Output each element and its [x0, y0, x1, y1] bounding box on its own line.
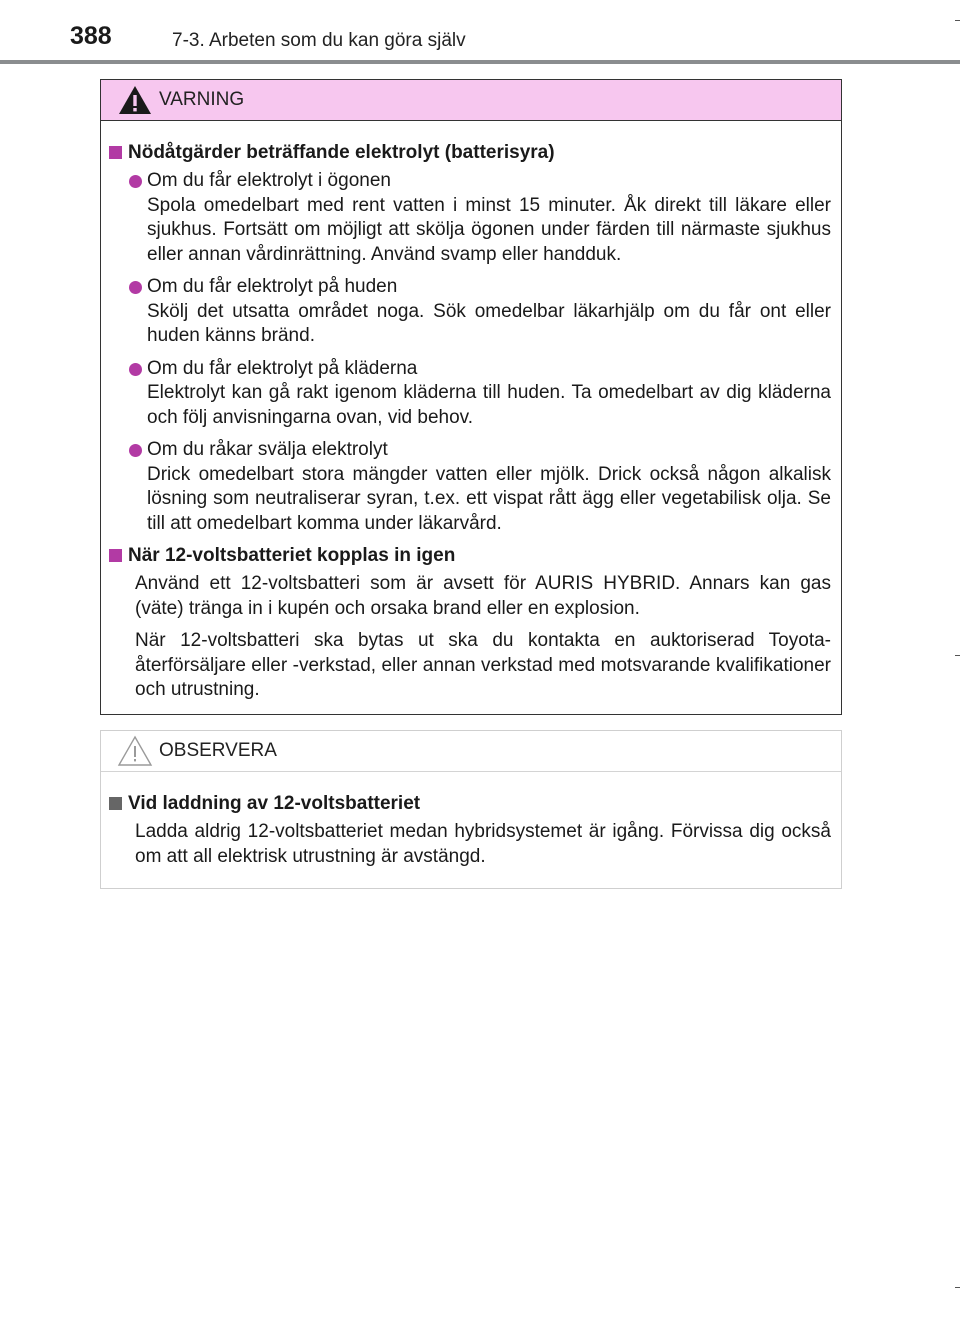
item-body: Drick omedelbart stora mängder vatten eller mjölk. Drick också någon alkalisk lösning som neutraliserar syran, t.ex. ett vispat rått ägg eller vegetabilisk olja. Se till att omedelbart komma under läkarvård. [147, 463, 831, 534]
item-body: Spola omedelbart med rent vatten i minst 15 minuter. Åk direkt till läkare eller sjukhus. Fortsätt om möjligt att skölja ögonen under färden till närmaste sjukhus eller annan vårdinrättning. Använd svamp eller handduk. [147, 194, 831, 265]
notice-section-title-text: Vid laddning av 12-voltsbatteriet [128, 793, 421, 814]
warning-section-title [109, 141, 831, 165]
notice-box [100, 730, 842, 889]
notice-header [101, 731, 841, 772]
square-bullet-icon [109, 797, 122, 810]
list-item [129, 169, 831, 267]
item-title: Om du får elektrolyt på huden [147, 276, 398, 297]
item-title: Om du råkar svälja elektrolyt [147, 439, 388, 460]
crop-mark [955, 20, 960, 21]
item-title: Om du får elektrolyt på kläderna [147, 357, 418, 379]
page-number: 388 [70, 22, 112, 50]
bullet-dot-icon [129, 363, 142, 376]
item-body: Skölj det utsatta området noga. Sök omedelbar läkarhjälp om du får ont eller huden känns bränd. [147, 300, 831, 346]
paragraph: Använd ett 12-voltsbatteri som är avsett för AURIS HYBRID. Annars kan gas (väte) tränga in i kupén och orsaka brand eller en explosion. [135, 573, 831, 619]
paragraph: När 12-voltsbatteri ska bytas ut ska du kontakta en auktoriserad Toyota-återförsäljare eller -verkstad, eller annan verkstad med motsvarande kvalifikationer och utrustning. [135, 630, 831, 700]
square-bullet-icon [109, 549, 122, 562]
warning-body [101, 121, 841, 703]
bullet-dot-icon [129, 281, 142, 294]
crop-mark [955, 1287, 960, 1288]
notice-body [101, 772, 841, 869]
crop-mark [955, 655, 960, 656]
item-body: Elektrolyt kan gå rakt igenom kläderna till huden. Ta omedelbart av dig kläderna och följ anvisningarna ovan, vid behov. [147, 382, 831, 428]
notice-section-title [109, 792, 831, 816]
warning-section-title-text: Nödåtgärder beträffande elektrolyt (batterisyra) [128, 142, 555, 163]
warning-section-title [109, 544, 831, 568]
section-title: 7-3. Arbeten som du kan göra själv [172, 30, 466, 51]
bullet-dot-icon [129, 444, 142, 457]
warning-box [100, 79, 842, 715]
list-item [129, 357, 831, 431]
warning-header [101, 80, 841, 121]
warning-triangle-icon [117, 84, 153, 116]
list-item [129, 438, 831, 536]
caution-outline-triangle-icon [117, 735, 153, 767]
square-bullet-icon [109, 146, 122, 159]
header-rule [0, 60, 960, 64]
bullet-dot-icon [129, 175, 142, 188]
paragraph: Ladda aldrig 12-voltsbatteriet medan hybridsystemet är igång. Förvissa dig också om att all elektrisk utrustning är avstängd. [135, 821, 831, 867]
list-item [129, 275, 831, 349]
warning-label: VARNING [159, 89, 245, 110]
page-header [0, 0, 960, 62]
warning-section-title-text: När 12-voltsbatteriet kopplas in igen [128, 545, 456, 566]
notice-label: OBSERVERA [159, 740, 277, 761]
item-title: Om du får elektrolyt i ögonen [147, 170, 391, 191]
